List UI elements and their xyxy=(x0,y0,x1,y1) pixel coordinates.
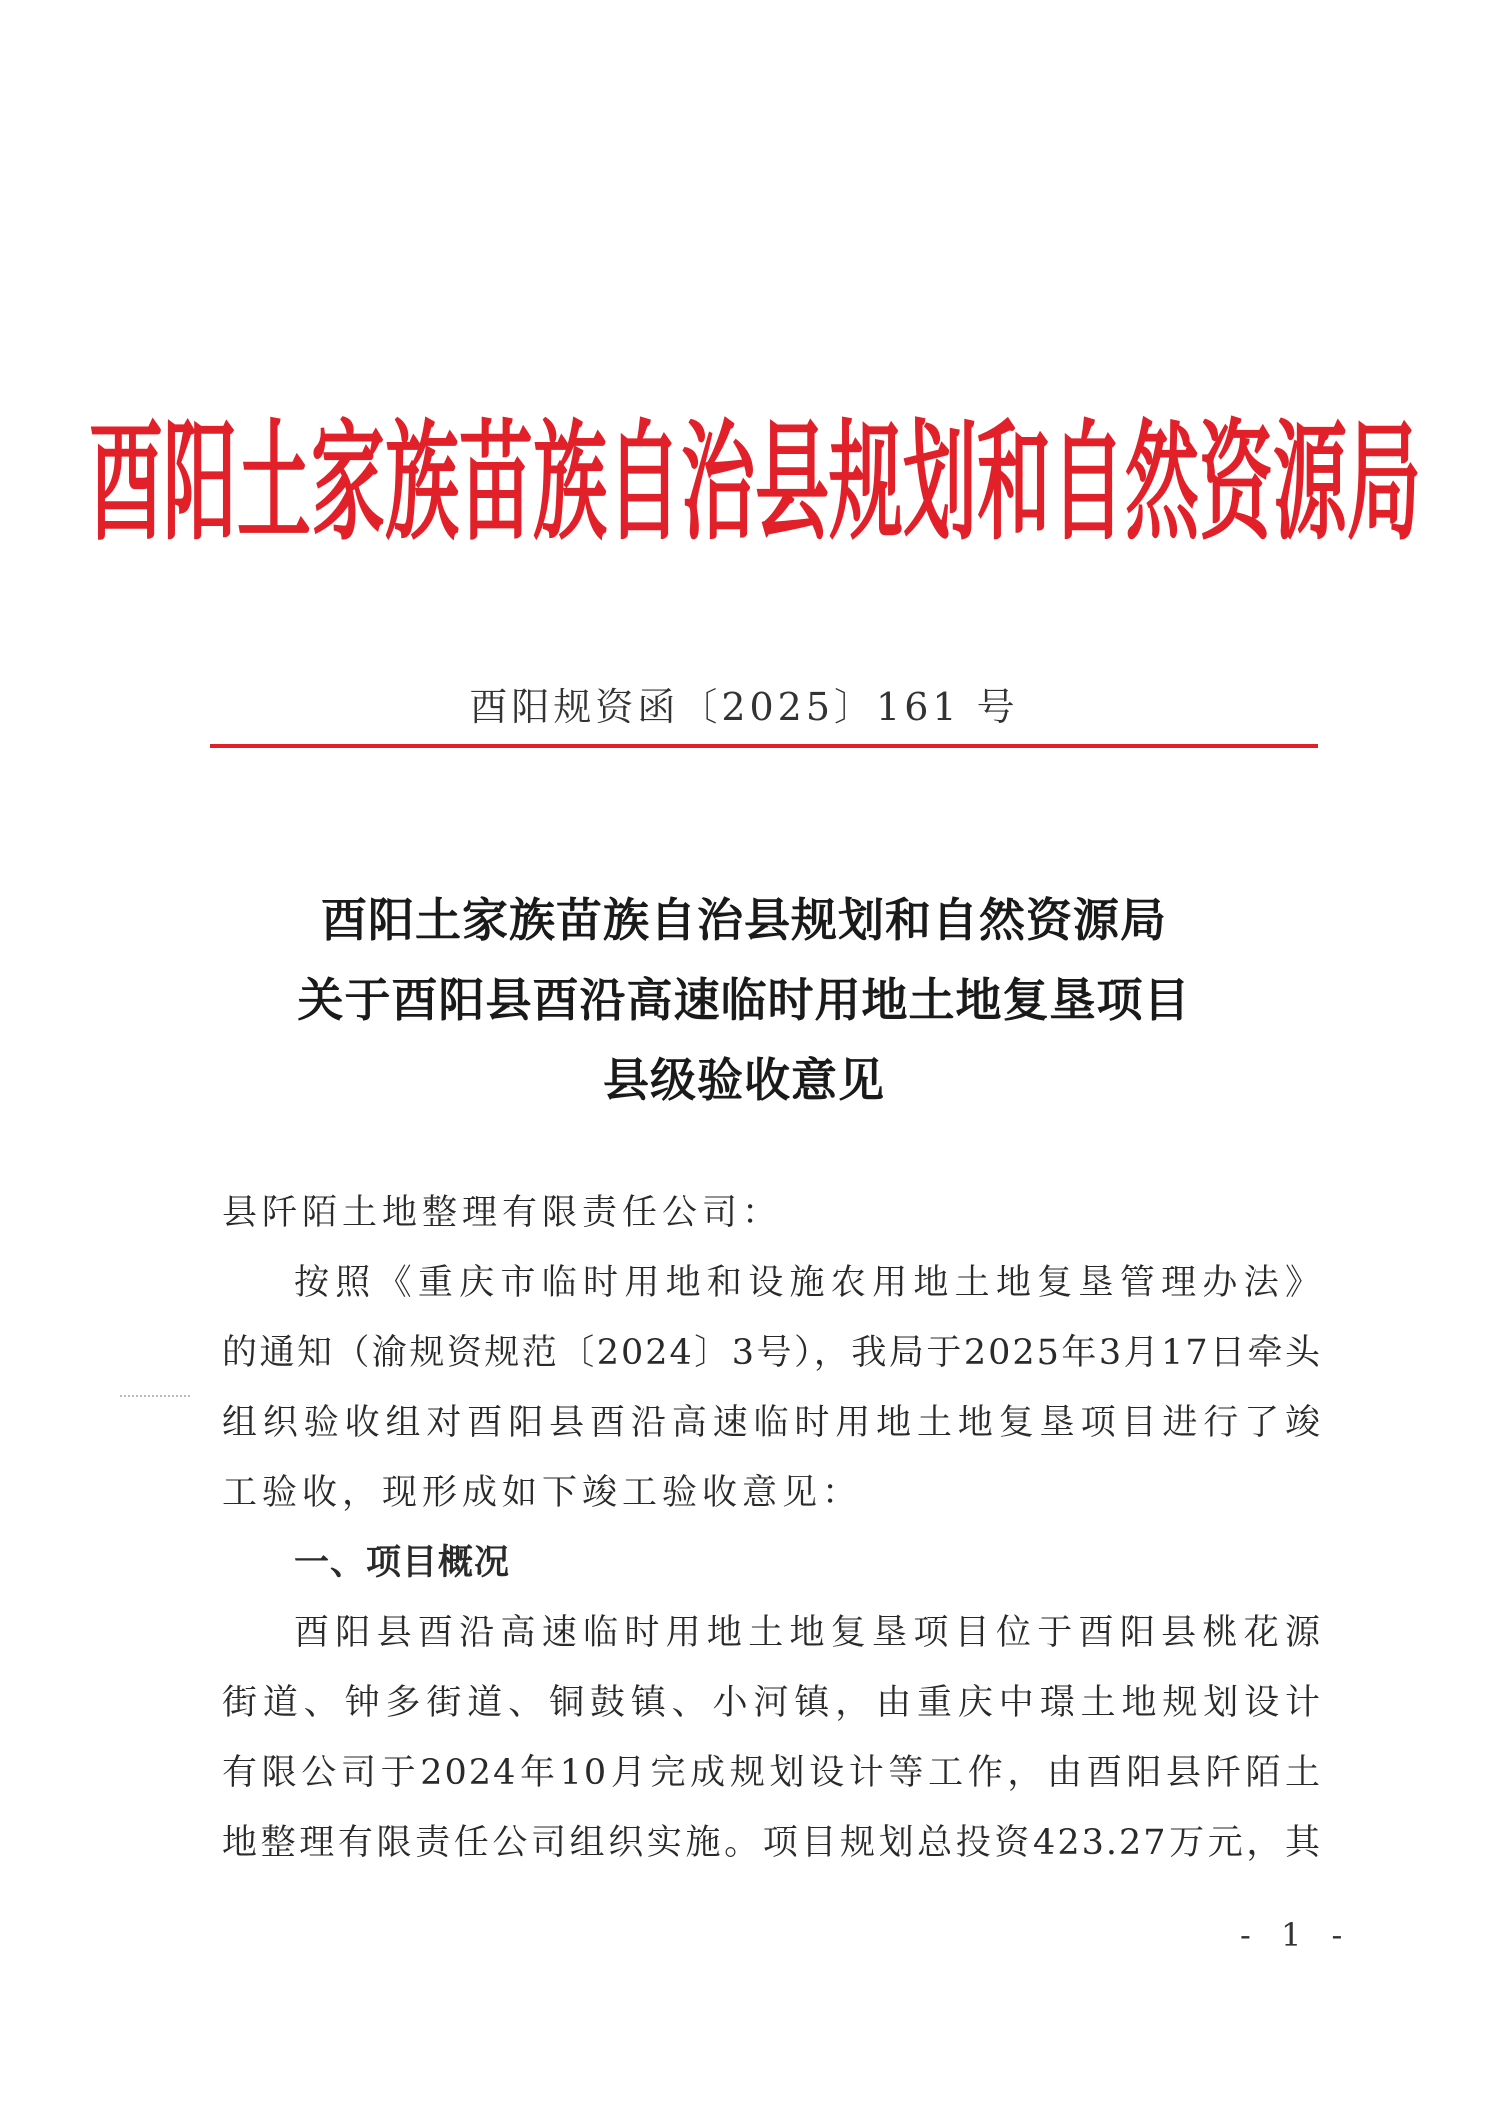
para2-line-3: 有限公司于2024年10月完成规划设计等工作，由酉阳县阡陌土 xyxy=(222,1753,1322,1793)
title-line-2: 关于酉阳县酉沿高速临时用地土地复垦项目 xyxy=(297,973,1191,1027)
para1-line-3: 组织验收组对酉阳县酉沿高速临时用地土地复垦项目进行了竣 xyxy=(222,1403,1322,1443)
document-body xyxy=(222,1178,1322,1878)
para1-line-1: 按照《重庆市临时用地和设施农用地土地复垦管理办法》 xyxy=(294,1263,1322,1303)
section-heading-1: 一、项目概况 xyxy=(294,1543,511,1583)
margin-mark xyxy=(120,1395,190,1401)
letterhead-divider xyxy=(210,744,1318,748)
page-number: - 1 - xyxy=(1240,1916,1353,1954)
para2-line-2: 街道、钟多街道、铜鼓镇、小河镇，由重庆中璟土地规划设计 xyxy=(222,1683,1322,1723)
para2-line-1: 酉阳县酉沿高速临时用地土地复垦项目位于酉阳县桃花源 xyxy=(294,1613,1322,1653)
agency-letterhead: 酉阳土家族苗族自治县规划和自然资源局 xyxy=(89,408,1421,559)
document-number: 酉阳规资函〔2025〕161 号 xyxy=(469,685,1019,729)
addressee: 县阡陌土地整理有限责任公司： xyxy=(222,1193,783,1233)
para1-line-2: 的通知（渝规资规范〔2024〕3号），我局于2025年3月17日牵头 xyxy=(222,1333,1323,1373)
document-title xyxy=(0,880,1488,1120)
para1-line-4: 工验收，现形成如下竣工验收意见： xyxy=(222,1473,863,1513)
para2-line-4: 地整理有限责任公司组织实施。项目规划总投资423.27万元，其 xyxy=(222,1823,1322,1863)
title-line-1: 酉阳土家族苗族自治县规划和自然资源局 xyxy=(321,893,1167,947)
title-line-3: 县级验收意见 xyxy=(603,1053,885,1107)
